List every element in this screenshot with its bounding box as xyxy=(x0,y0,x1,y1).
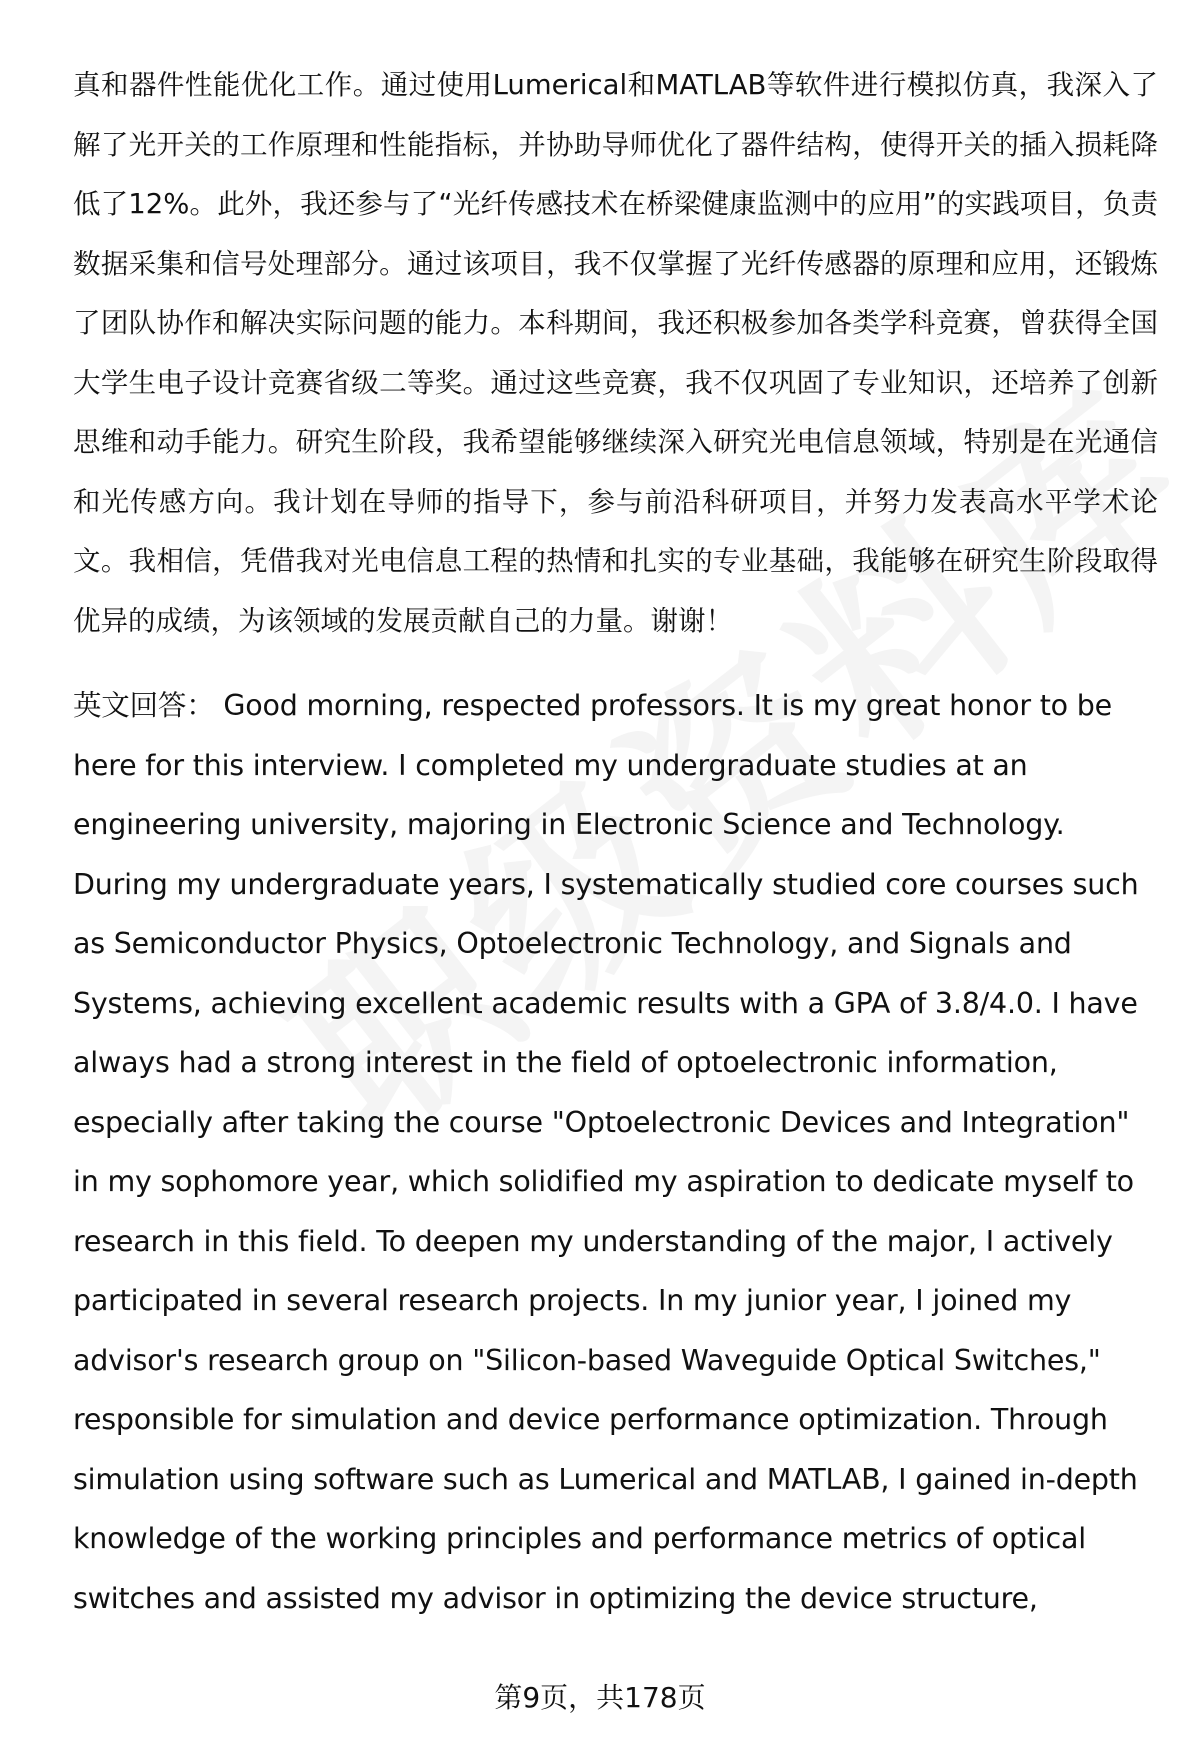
english-answer-paragraph: 英文回答： Good morning, respected professors. It is my great honor to be here for this interview. I completed my undergraduate studies at an engineering university, majoring in Electronic Science and Technology. During my undergraduate years, I systematically studied core courses such as Semiconductor Physics, Optoelectronic Technology, and Signals and Systems, achieving excellent academic results with a GPA of 3.8/4.0. I have always had a strong interest in the field of optoelectronic information, especially after taking the course "Optoelectronic Devices and Integration" in my sophomore year, which solidified my aspiration to dedicate myself to research in this field. To deepen my understanding of the major, I actively participated in several research projects. In my junior year, I joined my advisor's research group on "Silicon-based Waveguide Optical Switches," responsible for simulation and device performance optimization. Through simulation using software such as Lumerical and MATLAB, I gained in-depth knowledge of the working principles and performance metrics of optical switches and assisted my advisor in optimizing the device structure, xyxy=(73,689,1139,1615)
document-body xyxy=(73,56,1158,1628)
chinese-answer-paragraph: 真和器件性能优化工作。通过使用Lumerical和MATLAB等软件进行模拟仿真，我深入了解了光开关的工作原理和性能指标，并协助导师优化了器件结构，使得开关的插入损耗降低了12%。此外，我还参与了“光纤传感技术在桥梁健康监测中的应用”的实践项目，负责数据采集和信号处理部分。通过该项目，我不仅掌握了光纤传感器的原理和应用，还锻炼了团队协作和解决实际问题的能力。本科期间，我还积极参加各类学科竞赛，曾获得全国大学生电子设计竞赛省级二等奖。通过这些竞赛，我不仅巩固了专业知识，还培养了创新思维和动手能力。研究生阶段，我希望能够继续深入研究光电信息领域，特别是在光通信和光传感方向。我计划在导师的指导下，参与前沿科研项目，并努力发表高水平学术论文。我相信，凭借我对光电信息工程的热情和扎实的专业基础，我能够在研究生阶段取得优异的成绩，为该领域的发展贡献自己的力量。谢谢！ xyxy=(73,69,1158,637)
page-number-footer: 第9页，共178页 xyxy=(494,1681,706,1714)
